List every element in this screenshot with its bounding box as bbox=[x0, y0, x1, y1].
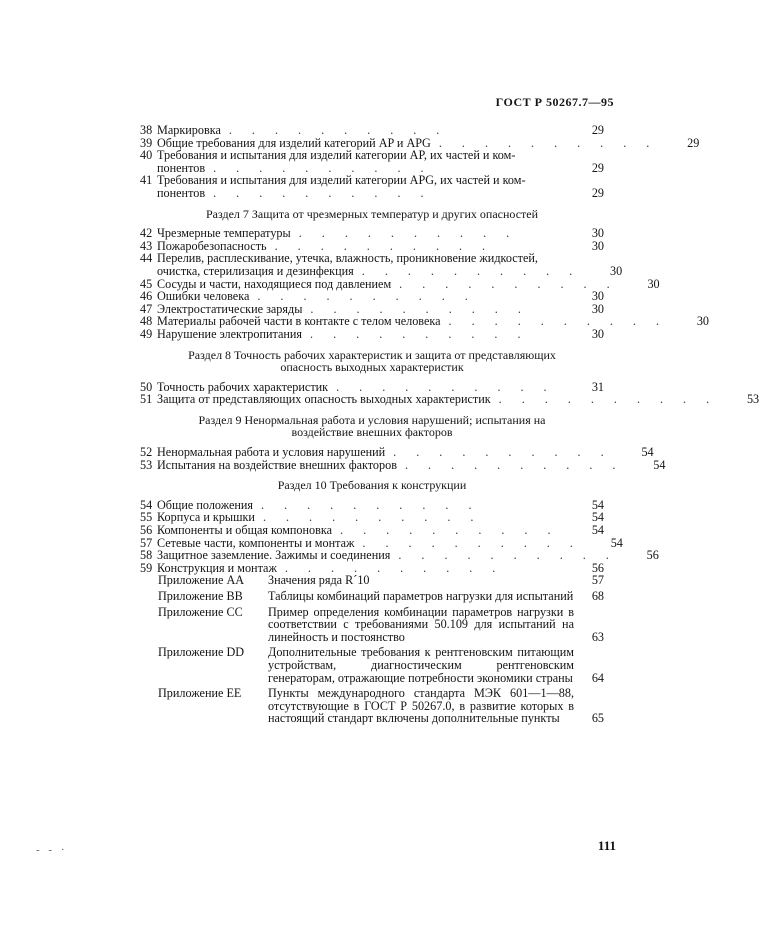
entry-title-text: Корпуса и крышки bbox=[157, 510, 255, 525]
leader-dots: .......... bbox=[262, 510, 494, 525]
leader-dots: .......... bbox=[362, 535, 593, 550]
entry-title-text: Конструкция и монтаж bbox=[157, 560, 277, 575]
entry-title-text: Электростатические заряды bbox=[157, 301, 303, 316]
entry-page: 56 bbox=[646, 548, 659, 563]
entry-title-text: Пожаробезопасность bbox=[157, 238, 267, 253]
section-7-heading: Раздел 7 Защита от чрезмерных температур и других опасностей bbox=[205, 206, 539, 221]
entry-page: 54 bbox=[610, 535, 623, 550]
entry-number: 42 bbox=[140, 226, 153, 241]
entry-page: 29 bbox=[591, 185, 604, 200]
toc-group-a bbox=[140, 123, 700, 200]
entry-page: 30 bbox=[591, 301, 604, 316]
entry-title-text: Маркировка bbox=[157, 123, 221, 137]
entry-number: 45 bbox=[140, 276, 153, 291]
entry-number: 49 bbox=[140, 326, 153, 341]
entry-title-text: Сосуды и части, находящиеся под давлением bbox=[157, 276, 392, 291]
appendix-list bbox=[140, 574, 604, 725]
entry-number: 50 bbox=[140, 379, 153, 394]
section-8-heading bbox=[140, 349, 604, 374]
entry-page: 30 bbox=[647, 276, 660, 291]
leader-dots: .......... bbox=[399, 276, 630, 291]
entry-number: 51 bbox=[140, 392, 153, 407]
entry-page: 30 bbox=[591, 226, 604, 241]
entry-number: 55 bbox=[140, 510, 153, 525]
entry-page: 30 bbox=[591, 238, 604, 253]
page-number: 111 bbox=[597, 838, 616, 853]
entry-title-text: Ненормальная работа и условия нарушений bbox=[157, 445, 386, 460]
section-8-line2: опасность выходных характеристик bbox=[280, 360, 464, 375]
entry-title-text: Сетевые части, компоненты и монтаж bbox=[157, 535, 355, 550]
entry-page: 54 bbox=[591, 523, 604, 538]
entry-page: 30 bbox=[591, 289, 604, 304]
entry-number: 48 bbox=[140, 314, 153, 329]
entry-page: 54 bbox=[591, 497, 604, 512]
appendix-page: 68 bbox=[591, 589, 604, 603]
entry-page: 54 bbox=[591, 510, 604, 525]
entry-number: 44 bbox=[140, 251, 153, 266]
entry-title bbox=[157, 149, 574, 162]
appendix-page: 63 bbox=[591, 629, 604, 644]
toc-group-c bbox=[140, 379, 759, 407]
appendix-title: Пункты международного стандарта МЭК 601—1—88, отсутствующие в ГОСТ Р 50267.0, в развитие которых в настоящий стандарт включены дополнительные пункты bbox=[268, 686, 574, 726]
standard-header: ГОСТ Р 50267.7—95 bbox=[495, 95, 614, 109]
leader-dots: .......... bbox=[361, 263, 593, 278]
entry-title-text: Общие требования для изделий категорий AP и APG bbox=[157, 135, 431, 150]
toc-entry-continuation bbox=[140, 187, 604, 200]
appendix-entry bbox=[158, 574, 604, 587]
entry-number: 41 bbox=[140, 173, 153, 188]
entry-number: 56 bbox=[140, 523, 153, 538]
appendix-entry bbox=[158, 646, 604, 684]
leader-dots: .......... bbox=[438, 135, 670, 150]
appendix-label: Приложение BB bbox=[158, 589, 243, 603]
entry-title bbox=[157, 328, 574, 341]
entry-title bbox=[157, 393, 729, 406]
entry-number: 47 bbox=[140, 301, 153, 316]
entry-page: 30 bbox=[591, 326, 604, 341]
toc-entry bbox=[140, 457, 666, 472]
section-10-heading: Раздел 10 Требования к конструкции bbox=[277, 478, 467, 493]
appendix-label: Приложение EE bbox=[158, 686, 242, 701]
section-9-heading bbox=[140, 414, 604, 439]
appendix-title: Значения ряда R´10 bbox=[268, 573, 370, 588]
entry-page: 54 bbox=[653, 457, 666, 472]
entry-number: 43 bbox=[140, 238, 153, 253]
entry-title-text: Компоненты и общая компоновка bbox=[157, 523, 333, 538]
leader-dots: .......... bbox=[228, 123, 460, 137]
leader-dots: .......... bbox=[393, 445, 624, 460]
entry-title-text: Чрезмерные температуры bbox=[157, 226, 291, 241]
leader-dots: .......... bbox=[213, 160, 444, 175]
appendix-label: Приложение DD bbox=[158, 645, 245, 660]
section-9-line2: воздействие внешних факторов bbox=[291, 425, 453, 440]
appendix-title: Дополнительные требования к рентгеновским питающим устройствам, диагностическим рентгеновским генераторам, отражающие потребности экономики страны bbox=[268, 645, 574, 685]
entry-title-text: Общие положения bbox=[157, 497, 254, 512]
leader-dots: .......... bbox=[298, 226, 530, 241]
entry-number: 38 bbox=[140, 123, 153, 137]
entry-page: 29 bbox=[591, 160, 604, 175]
appendix-page: 57 bbox=[591, 573, 604, 588]
entry-page: 29 bbox=[591, 123, 604, 137]
entry-page: 30 bbox=[696, 314, 710, 329]
appendix-entry bbox=[158, 590, 604, 603]
entry-title-text: Требования и испытания для изделий категории APG, их частей и ком- bbox=[157, 173, 526, 188]
entry-title-text: Точность рабочих характеристик bbox=[157, 379, 329, 394]
toc-entry bbox=[140, 392, 759, 407]
appendix-page: 64 bbox=[591, 670, 604, 685]
toc-group-b bbox=[140, 226, 710, 341]
section-8-line1: Раздел 8 Точность рабочих характеристик и защита от представляющих bbox=[188, 347, 556, 362]
entry-title-continued bbox=[140, 187, 574, 200]
entry-number: 57 bbox=[140, 535, 153, 550]
leader-dots: .......... bbox=[398, 548, 629, 563]
leader-dots: .......... bbox=[448, 314, 680, 329]
entry-number: 58 bbox=[140, 548, 153, 563]
appendix-label: Приложение AA bbox=[158, 573, 245, 588]
entry-number: 52 bbox=[140, 445, 153, 460]
leader-dots: .......... bbox=[284, 560, 516, 575]
entry-title-text: Требования и испытания для изделий категории AP, их частей и ком- bbox=[157, 148, 516, 163]
appendix-page: 65 bbox=[591, 711, 604, 726]
entry-page: 30 bbox=[610, 263, 623, 278]
appendix-entry bbox=[158, 606, 604, 644]
entry-number: 39 bbox=[140, 135, 153, 150]
leader-dots: .......... bbox=[310, 301, 541, 316]
entry-title-text: Испытания на воздействие внешних факторов bbox=[157, 457, 397, 472]
entry-title-cont-text: понентов bbox=[157, 185, 206, 200]
toc-group-d bbox=[140, 445, 666, 472]
entry-title-text: Нарушение электропитания bbox=[157, 326, 303, 341]
leader-dots: .......... bbox=[310, 326, 541, 341]
footer-marks: - - · bbox=[36, 844, 68, 856]
entry-page: 53 bbox=[746, 392, 759, 407]
entry-number: 59 bbox=[140, 560, 153, 575]
entry-page: 31 bbox=[591, 379, 604, 394]
entry-title bbox=[157, 459, 635, 472]
entry-title-cont-text: понентов bbox=[157, 160, 206, 175]
leader-dots: .......... bbox=[498, 392, 730, 407]
appendix-title: Таблицы комбинаций параметров нагрузки для испытаний bbox=[268, 589, 574, 603]
appendix-entry bbox=[158, 687, 604, 725]
entry-number: 53 bbox=[140, 457, 153, 472]
entry-title-cont-text: очистка, стерилизация и дезинфекция bbox=[157, 263, 354, 278]
entry-number: 46 bbox=[140, 289, 153, 304]
appendix-label: Приложение CC bbox=[158, 604, 243, 619]
toc-entry bbox=[140, 328, 604, 341]
entry-title-text: Перелив, расплескивание, утечка, влажность, проникновение жидкостей, bbox=[157, 251, 538, 266]
entry-page: 29 bbox=[687, 135, 700, 150]
entry-title-text: Ошибки человека bbox=[157, 289, 250, 304]
appendix-title: Пример определения комбинации параметров нагрузки в соответствии с требованиями 50.109 для испытаний на линейность и постоянство bbox=[268, 604, 574, 644]
leader-dots: .......... bbox=[261, 497, 492, 512]
entry-title-text: Защита от представляющих опасность выходных характеристик bbox=[157, 392, 491, 407]
entry-number: 54 bbox=[140, 497, 153, 512]
leader-dots: .......... bbox=[340, 523, 571, 538]
section-9-line1: Раздел 9 Ненормальная работа и условия нарушений; испытания на bbox=[198, 412, 546, 427]
leader-dots: .......... bbox=[213, 185, 444, 200]
toc-group-e bbox=[140, 497, 659, 575]
entry-title-text: Защитное заземление. Зажимы и соединения bbox=[157, 548, 391, 563]
entry-page: 54 bbox=[641, 445, 654, 460]
leader-dots: .......... bbox=[257, 289, 488, 304]
table-of-contents bbox=[140, 123, 759, 726]
leader-dots: .......... bbox=[336, 379, 567, 394]
entry-number: 40 bbox=[140, 148, 153, 163]
leader-dots: .......... bbox=[274, 238, 506, 253]
entry-page: 56 bbox=[591, 560, 604, 575]
leader-dots: .......... bbox=[404, 457, 636, 472]
toc-entry bbox=[140, 149, 604, 162]
entry-title-text: Материалы рабочей части в контакте с телом человека bbox=[157, 314, 441, 329]
